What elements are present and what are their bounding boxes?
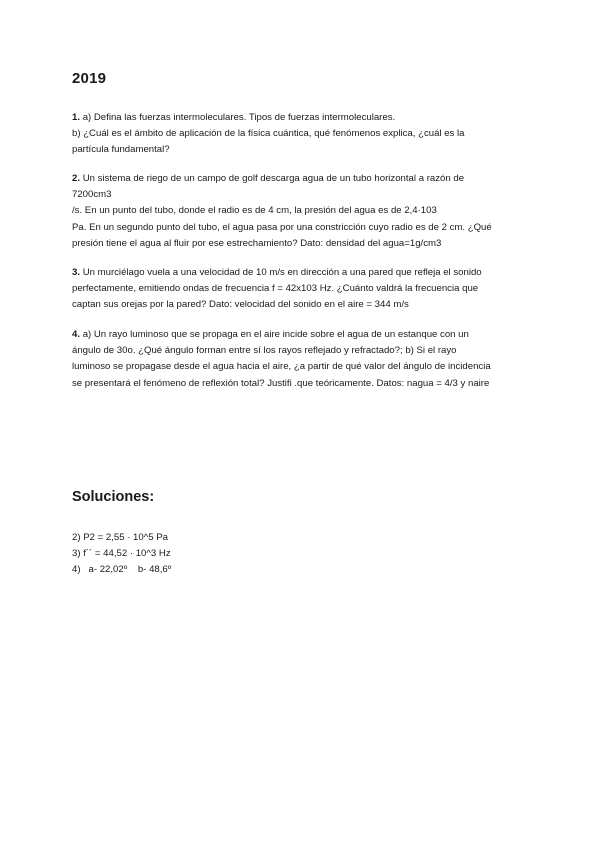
question-1-line-1	[72, 110, 512, 126]
question-1	[72, 110, 512, 159]
question-3-line-1	[72, 265, 512, 281]
question-4	[72, 327, 512, 392]
question-2	[72, 171, 512, 252]
question-4-line-2: ángulo de 30o. ¿Qué ángulo forman entre sí los rayos reflejado y refractado?; b) Si el rayo	[72, 345, 457, 357]
solutions-list	[72, 530, 171, 579]
question-4-line-1	[72, 327, 512, 343]
question-1-number: 1.	[72, 112, 81, 123]
solution-item-4: 4) a- 22,02º b- 48,6º	[72, 564, 172, 576]
question-4-line-3: luminoso se propagase desde el agua hacia el aire, ¿a partir de qué valor del ángulo de incidencia	[72, 361, 491, 373]
question-1-line-3: partícula fundamental?	[72, 144, 170, 156]
question-3-number: 3.	[72, 267, 81, 278]
question-2-line-2: 7200cm3	[72, 189, 112, 201]
question-1-line-2: b) ¿Cuál es el ámbito de aplicación de la física cuántica, qué fenómenos explica, ¿cuál es la	[72, 128, 465, 140]
question-4-number: 4.	[72, 329, 81, 340]
question-2-line-5: presión tiene el agua al fluir por ese estrechamiento? Dato: densidad del agua=1g/cm3	[72, 237, 442, 249]
question-3-line-3: captan sus orejas por la pared? Dato: velocidad del sonido en el aire = 344 m/s	[72, 299, 409, 311]
solution-item-2: 2) P2 = 2,55 · 10^5 Pa	[72, 532, 168, 543]
question-4-text: a) Un rayo luminoso que se propaga en el aire incide sobre el agua de un estanque con un	[82, 329, 469, 340]
question-2-line-1	[72, 171, 512, 187]
year-heading: 2019	[72, 70, 107, 87]
question-3-text: Un murciélago vuela a una velocidad de 10 m/s en dirección a una pared que refleja el sonido	[82, 267, 482, 278]
solution-item-3: 3) f´´ = 44,52 · 10^3 Hz	[72, 548, 171, 560]
question-2-text: Un sistema de riego de un campo de golf descarga agua de un tubo horizontal a razón de	[82, 173, 465, 184]
question-1-text: a) Defina las fuerzas intermoleculares. Tipos de fuerzas intermoleculares.	[82, 112, 396, 123]
question-2-number: 2.	[72, 173, 81, 184]
solutions-heading: Soluciones:	[72, 489, 155, 505]
question-3-line-2: perfectamente, emitiendo ondas de frecuencia f = 42x103 Hz. ¿Cuánto valdrá la frecuencia que	[72, 283, 479, 295]
question-4-line-4: se presentará el fenómeno de reflexión total? Justifi .que teóricamente. Datos: nagua = 4/3 y naire	[72, 377, 490, 389]
question-2-line-4: Pa. En un segundo punto del tubo, el agua pasa por una constricción cuyo radio es de 2 cm. ¿Qué	[72, 221, 492, 233]
question-2-line-3: /s. En un punto del tubo, donde el radio es de 4 cm, la presión del agua es de 2,4·103	[72, 205, 437, 217]
question-3	[72, 265, 512, 314]
